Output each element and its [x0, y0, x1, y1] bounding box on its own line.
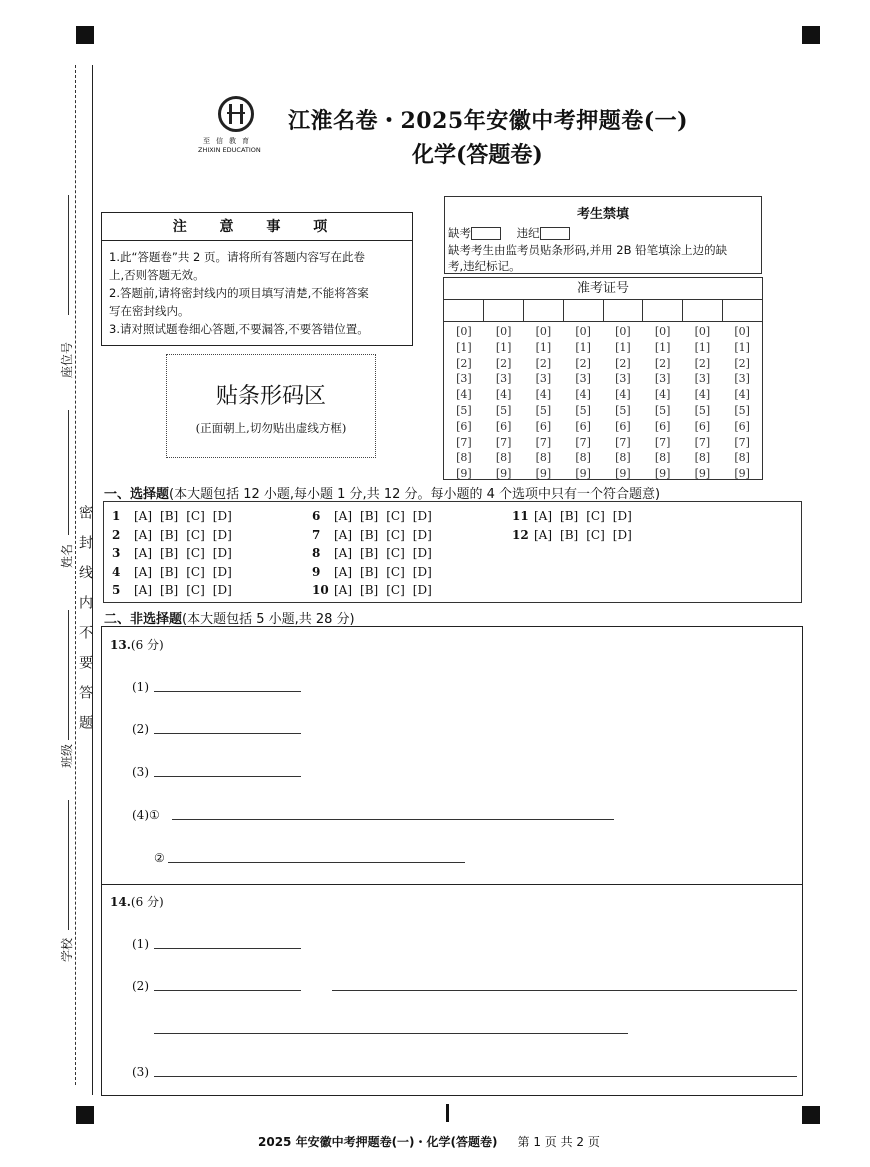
examiner-note-2: 考,违纪标记。 — [448, 259, 521, 273]
seat-number-label: 座位号 — [60, 341, 74, 378]
digit-bubble[interactable]: [8] — [654, 451, 671, 465]
digit-bubble[interactable]: [6] — [615, 419, 631, 433]
mc-option-bubble[interactable]: [A] — [134, 564, 153, 579]
registration-mark-bottom-left — [76, 1106, 94, 1124]
mc-question-number: 1 — [112, 509, 121, 523]
center-tick-mark — [446, 1104, 449, 1122]
mc-option-bubble[interactable]: [D] — [412, 509, 432, 523]
examiner-note-1: 缺考考生由监考员贴条形码,并用 2B 铅笔填涂上边的缺 — [448, 243, 728, 257]
mc-option-bubble[interactable]: [D] — [412, 527, 432, 542]
digit-bubble[interactable]: [3] — [575, 372, 591, 386]
section2-desc: (本大题包括 5 小题,共 28 分) — [182, 612, 355, 627]
digit-bubble[interactable]: [1] — [615, 340, 631, 354]
notice-items — [102, 241, 412, 338]
q13-2-answer-line[interactable] — [154, 721, 301, 734]
mc-option-bubble[interactable]: [D] — [212, 546, 232, 560]
digit-bubble[interactable]: [6] — [734, 419, 750, 433]
notice-item: 1.此“答题卷”共 2 页。请将所有答题内容写在此卷 — [109, 250, 366, 264]
digit-bubble[interactable]: [0] — [535, 325, 552, 338]
exam-id-digit-column — [603, 322, 643, 482]
mc-question-number: 8 — [312, 546, 321, 560]
mc-question-12 — [512, 528, 640, 542]
mc-option-bubble[interactable]: [B] — [160, 546, 179, 560]
section2-title: 二、非选择题 — [104, 612, 183, 627]
barcode-note: (正面朝上,切勿贴出虚线方框) — [195, 421, 347, 435]
digit-bubble[interactable]: [5] — [615, 403, 631, 417]
digit-bubble[interactable]: [7] — [456, 435, 472, 449]
name-line — [68, 410, 69, 535]
mc-option-bubble[interactable]: [C] — [186, 583, 205, 597]
digit-bubble[interactable]: [6] — [694, 419, 711, 433]
digit-bubble[interactable]: [5] — [654, 403, 671, 417]
digit-bubble[interactable]: [2] — [654, 356, 671, 370]
mc-option-bubble[interactable]: [B] — [360, 546, 379, 560]
digit-bubble[interactable]: [9] — [575, 467, 591, 481]
mc-option-bubble[interactable]: [D] — [212, 509, 232, 523]
q14-header — [110, 893, 164, 910]
mc-option-bubble[interactable]: [A] — [334, 583, 353, 597]
class-label: 班级 — [60, 743, 74, 768]
q14-1-answer-line[interactable] — [154, 936, 301, 949]
digit-bubble[interactable]: [2] — [535, 356, 552, 370]
digit-bubble[interactable]: [9] — [654, 467, 671, 481]
digit-bubble[interactable]: [7] — [495, 435, 512, 449]
exam-id-digit-cell[interactable] — [723, 300, 762, 321]
mc-option-bubble[interactable]: [D] — [412, 564, 432, 579]
examiner-only-box — [444, 196, 762, 274]
digit-bubble[interactable]: [8] — [615, 451, 631, 465]
q13-4b-label: ② — [154, 851, 165, 865]
digit-bubble[interactable]: [1] — [734, 340, 750, 354]
digit-bubble[interactable]: [5] — [575, 403, 591, 417]
exam-id-digit-column — [722, 322, 762, 482]
mc-question-number: 6 — [312, 509, 321, 523]
digit-bubble[interactable]: [1] — [495, 340, 512, 354]
digit-bubble[interactable]: [8] — [535, 451, 552, 465]
digit-bubble[interactable]: [6] — [575, 419, 591, 433]
exam-id-digit-column — [444, 322, 484, 482]
page-footer — [258, 1133, 600, 1150]
digit-bubble[interactable]: [1] — [654, 340, 671, 354]
mc-question-number: 3 — [112, 546, 121, 560]
digit-bubble[interactable]: [5] — [456, 403, 472, 417]
digit-bubble[interactable]: [9] — [495, 467, 512, 481]
q14-1-label: (1) — [132, 937, 149, 951]
digit-bubble[interactable]: [3] — [734, 372, 750, 386]
mc-option-bubble[interactable]: [A] — [134, 583, 153, 597]
section1-header — [104, 483, 660, 502]
digit-bubble[interactable]: [7] — [654, 435, 671, 449]
class-line — [68, 610, 69, 740]
digit-bubble[interactable]: [7] — [535, 435, 552, 449]
mc-question-2 — [112, 528, 240, 542]
q13-2-label: (2) — [132, 722, 149, 736]
mc-option-bubble[interactable]: [D] — [212, 583, 232, 597]
multiple-choice-box — [103, 501, 802, 603]
mc-question-9 — [312, 565, 440, 579]
mc-question-10 — [312, 583, 440, 597]
q14-3-label: (3) — [132, 1065, 149, 1079]
digit-bubble[interactable]: [3] — [495, 372, 512, 386]
mc-option-bubble[interactable]: [C] — [186, 546, 205, 560]
mc-option-bubble[interactable]: [C] — [386, 509, 405, 523]
exam-id-write-cells — [444, 300, 762, 322]
seat-number-line — [68, 195, 69, 315]
digit-bubble[interactable]: [4] — [575, 388, 591, 402]
exam-id-heading: 准考证号 — [444, 278, 762, 300]
exam-id-bubble-grid — [444, 322, 762, 482]
notice-box — [101, 212, 413, 346]
exam-id-digit-cell[interactable] — [524, 300, 564, 321]
question-divider — [102, 884, 802, 885]
mc-question-number: 9 — [312, 564, 321, 579]
digit-bubble[interactable]: [8] — [575, 451, 591, 465]
q13-3-label: (3) — [132, 765, 149, 779]
logo-org-cn: 至信教育 — [203, 137, 255, 145]
mc-question-5 — [112, 583, 240, 597]
digit-bubble[interactable]: [4] — [535, 388, 552, 402]
digit-bubble[interactable]: [3] — [654, 372, 671, 386]
digit-bubble[interactable]: [0] — [694, 325, 711, 338]
mc-option-bubble[interactable]: [B] — [360, 583, 379, 597]
notice-item: 3.请对照试题卷细心答题,不要漏答,不要答错位置。 — [109, 322, 369, 336]
section1-title: 一、选择题 — [104, 487, 170, 502]
q14-2-answer-line-c[interactable] — [154, 1021, 628, 1034]
logo-org-en: ZHIXIN EDUCATION — [198, 146, 261, 154]
q13-4a-answer-line[interactable] — [172, 807, 614, 820]
q13-number: 13. — [110, 638, 131, 652]
q13-1-answer-line[interactable] — [154, 679, 301, 692]
mc-option-bubble[interactable]: [A] — [534, 527, 553, 542]
q14-number: 14. — [110, 895, 131, 909]
q14-2-answer-line[interactable] — [154, 978, 301, 991]
exam-id-digit-cell[interactable] — [564, 300, 604, 321]
digit-bubble[interactable]: [6] — [495, 419, 512, 433]
violation-label: 违纪 — [516, 226, 540, 240]
mc-question-11 — [512, 509, 640, 523]
violation-mark-box[interactable] — [540, 227, 570, 240]
barcode-label: 贴条形码区 — [215, 384, 326, 409]
registration-mark-top-left — [76, 26, 94, 44]
digit-bubble[interactable]: [3] — [615, 372, 631, 386]
digit-bubble[interactable]: [2] — [615, 356, 631, 370]
school-line — [68, 800, 69, 930]
digit-bubble[interactable]: [2] — [694, 356, 711, 370]
name-label: 姓名 — [60, 543, 74, 568]
digit-bubble[interactable]: [2] — [456, 356, 472, 370]
mc-question-number: 7 — [312, 527, 321, 542]
mc-question-number: 11 — [512, 509, 529, 523]
mc-option-bubble[interactable]: [B] — [560, 509, 579, 523]
absent-mark-box[interactable] — [471, 227, 501, 240]
digit-bubble[interactable]: [3] — [694, 372, 711, 386]
footer-page-number: 第 1 页 共 2 页 — [517, 1135, 600, 1149]
digit-bubble[interactable]: [0] — [575, 325, 591, 338]
q13-score: (6 分) — [130, 638, 164, 652]
notice-heading: 注 意 事 项 — [102, 213, 412, 241]
registration-mark-top-right — [802, 26, 820, 44]
q13-3-answer-line[interactable] — [154, 764, 301, 777]
exam-id-digit-column — [484, 322, 524, 482]
mc-question-number: 4 — [112, 564, 121, 579]
mc-option-bubble[interactable]: [B] — [160, 509, 179, 523]
digit-bubble[interactable]: [0] — [734, 325, 750, 338]
mc-option-bubble[interactable]: [D] — [612, 527, 632, 542]
mc-option-bubble[interactable]: [B] — [360, 509, 379, 523]
digit-bubble[interactable]: [0] — [495, 325, 512, 338]
digit-bubble[interactable]: [7] — [734, 435, 750, 449]
digit-bubble[interactable]: [5] — [535, 403, 552, 417]
digit-bubble[interactable]: [3] — [535, 372, 552, 386]
mc-option-bubble[interactable]: [C] — [186, 509, 205, 523]
digit-bubble[interactable]: [9] — [535, 467, 552, 481]
digit-bubble[interactable]: [8] — [694, 451, 711, 465]
digit-bubble[interactable]: [9] — [456, 467, 472, 481]
q13-4a-label: (4)① — [132, 808, 160, 822]
digit-bubble[interactable]: [3] — [456, 372, 472, 386]
exam-id-digit-cell[interactable] — [484, 300, 524, 321]
digit-bubble[interactable]: [7] — [694, 435, 711, 449]
mc-question-1 — [112, 509, 240, 523]
mc-question-number: 12 — [512, 527, 529, 542]
mc-question-3 — [112, 546, 240, 560]
digit-bubble[interactable]: [0] — [615, 325, 631, 338]
mc-option-bubble[interactable]: [A] — [334, 546, 353, 560]
examiner-heading: 考生禁填 — [576, 207, 629, 222]
q13-1-label: (1) — [132, 680, 149, 694]
mc-option-bubble[interactable]: [A] — [334, 509, 353, 523]
page-title: 江淮名卷・2025年安徽中考押题卷(一) — [288, 108, 689, 134]
registration-mark-bottom-right — [802, 1106, 820, 1124]
digit-bubble[interactable]: [4] — [456, 388, 472, 402]
exam-id-digit-cell[interactable] — [683, 300, 723, 321]
answer-area — [101, 626, 803, 1096]
exam-id-digit-cell[interactable] — [604, 300, 644, 321]
mc-question-6 — [312, 509, 440, 523]
digit-bubble[interactable]: [7] — [615, 435, 631, 449]
digit-bubble[interactable]: [6] — [654, 419, 671, 433]
q13-header — [110, 636, 164, 653]
digit-bubble[interactable]: [9] — [615, 467, 631, 481]
seal-warning-text: 密封线内不要答题 — [77, 505, 93, 745]
absent-label: 缺考 — [448, 226, 471, 240]
mc-question-number: 5 — [112, 583, 121, 597]
digit-bubble[interactable]: [5] — [495, 403, 512, 417]
barcode-area — [166, 354, 376, 458]
seal-dashed-line — [75, 65, 76, 1085]
q14-2-answer-line-b[interactable] — [332, 978, 797, 991]
mc-option-bubble[interactable]: [C] — [186, 564, 205, 579]
q14-score: (6 分) — [130, 895, 164, 909]
mc-question-4 — [112, 565, 240, 579]
mc-option-bubble[interactable]: [C] — [386, 564, 405, 579]
digit-bubble[interactable]: [2] — [734, 356, 750, 370]
digit-bubble[interactable]: [8] — [734, 451, 750, 465]
mc-option-bubble[interactable]: [C] — [586, 527, 605, 542]
mc-option-bubble[interactable]: [C] — [386, 546, 405, 560]
mc-question-number: 2 — [112, 527, 121, 542]
mc-option-bubble[interactable]: [D] — [412, 583, 432, 597]
mc-option-bubble[interactable]: [D] — [612, 509, 632, 523]
q14-3-answer-line[interactable] — [154, 1064, 797, 1077]
exam-id-digit-column — [683, 322, 723, 482]
digit-bubble[interactable]: [8] — [456, 451, 472, 465]
mc-option-bubble[interactable]: [D] — [212, 527, 232, 542]
notice-item: 上,否则答题无效。 — [109, 268, 205, 282]
mc-question-8 — [312, 546, 440, 560]
section1-desc: (本大题包括 12 小题,每小题 1 分,共 12 分。每小题的 4 个选项中只有一个符合题意) — [169, 487, 661, 502]
digit-bubble[interactable]: [6] — [535, 419, 552, 433]
mc-option-bubble[interactable]: [B] — [360, 527, 379, 542]
mc-option-bubble[interactable]: [C] — [386, 583, 405, 597]
mc-option-bubble[interactable]: [A] — [134, 509, 153, 523]
digit-bubble[interactable]: [7] — [575, 435, 591, 449]
mc-option-bubble[interactable]: [B] — [160, 564, 179, 579]
mc-option-bubble[interactable]: [A] — [334, 564, 353, 579]
digit-bubble[interactable]: [4] — [495, 388, 512, 402]
digit-bubble[interactable]: [6] — [456, 419, 472, 433]
exam-id-box — [443, 277, 763, 480]
digit-bubble[interactable]: [4] — [654, 388, 671, 402]
digit-bubble[interactable]: [8] — [495, 451, 512, 465]
mc-option-bubble[interactable]: [B] — [160, 527, 179, 542]
mc-option-bubble[interactable]: [A] — [534, 509, 553, 523]
digit-bubble[interactable]: [0] — [654, 325, 671, 338]
mc-question-number: 10 — [312, 583, 329, 597]
mc-option-bubble[interactable]: [C] — [386, 527, 405, 542]
digit-bubble[interactable]: [1] — [575, 340, 591, 354]
mc-option-bubble[interactable]: [A] — [134, 527, 153, 542]
digit-bubble[interactable]: [1] — [535, 340, 552, 354]
mc-option-bubble[interactable]: [D] — [412, 546, 432, 560]
digit-bubble[interactable]: [9] — [694, 467, 711, 481]
notice-item: 2.答题前,请将密封线内的项目填写清楚,不能将答案 — [109, 286, 369, 300]
school-label: 学校 — [60, 937, 74, 962]
exam-id-digit-column — [524, 322, 564, 482]
page-subtitle: 化学(答题卷) — [412, 142, 543, 168]
digit-bubble[interactable]: [5] — [734, 403, 750, 417]
digit-bubble[interactable]: [9] — [734, 467, 750, 481]
exam-id-digit-cell[interactable] — [444, 300, 484, 321]
exam-id-digit-column — [643, 322, 683, 482]
digit-bubble[interactable]: [5] — [694, 403, 711, 417]
q14-2-label: (2) — [132, 979, 149, 993]
digit-bubble[interactable]: [1] — [456, 340, 472, 354]
exam-id-digit-column — [563, 322, 603, 482]
notice-item: 写在密封线内。 — [109, 304, 190, 318]
mc-option-bubble[interactable]: [C] — [186, 527, 205, 542]
footer-title: 2025 年安徽中考押题卷(一)・化学(答题卷) — [258, 1135, 498, 1149]
digit-bubble[interactable]: [2] — [575, 356, 591, 370]
mc-question-7 — [312, 528, 440, 542]
exam-id-digit-cell[interactable] — [643, 300, 683, 321]
digit-bubble[interactable]: [2] — [495, 356, 512, 370]
digit-bubble[interactable]: [4] — [615, 388, 631, 402]
digit-bubble[interactable]: [4] — [734, 388, 750, 402]
section2-header — [104, 608, 355, 627]
mc-option-bubble[interactable]: [A] — [134, 546, 153, 560]
digit-bubble[interactable]: [4] — [694, 388, 711, 402]
mc-option-bubble[interactable]: [A] — [334, 527, 353, 542]
digit-bubble[interactable]: [0] — [456, 325, 472, 338]
digit-bubble[interactable]: [1] — [694, 340, 711, 354]
mc-option-bubble[interactable]: [B] — [360, 564, 379, 579]
mc-option-bubble[interactable]: [B] — [160, 583, 179, 597]
mc-option-bubble[interactable]: [D] — [212, 564, 232, 579]
mc-option-bubble[interactable]: [B] — [560, 527, 579, 542]
logo-icon — [218, 96, 254, 132]
q13-4b-answer-line[interactable] — [168, 850, 465, 863]
mc-option-bubble[interactable]: [C] — [586, 509, 605, 523]
